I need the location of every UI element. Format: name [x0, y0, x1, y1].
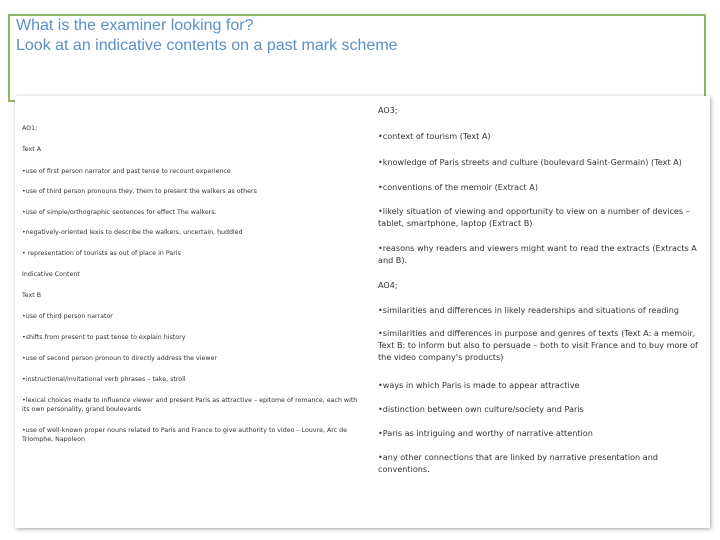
right-bullet: •ways in which Paris is made to appear attractive: [378, 380, 580, 390]
left-bullet: •lexical choices made to influence viewer and present Paris as attractive – epitome of romance, each with its own personality, grand boulevards: [22, 397, 358, 413]
content-panel: [15, 96, 710, 528]
right-bullet: •any other connections that are linked by narrative presentation and conventions.: [378, 452, 658, 474]
left-bullet: •shifts from present to past tense to explain history: [22, 334, 186, 341]
left-bullet: •use of third person pronouns they, them to present the walkers as others: [22, 188, 257, 195]
title-line-2: Look at an indicative contents on a past mark scheme: [16, 37, 398, 54]
right-bullet: •distinction between own culture/society and Paris: [378, 404, 584, 414]
left-bullet: •use of first person narrator and past tense to recount experience: [22, 168, 231, 175]
text-a-heading: Text A: [22, 146, 42, 153]
right-bullet: •Paris as intriguing and worthy of narrative attention: [378, 428, 593, 438]
left-bullet: •instructional/invitational verb phrases – take, stroll: [22, 376, 186, 383]
right-bullet: •conventions of the memoir (Extract A): [378, 182, 538, 192]
left-bullet: •use of third person narrator: [22, 313, 113, 320]
right-bullet: •knowledge of Paris streets and culture (boulevard Saint-Germain) (Text A): [378, 157, 682, 167]
left-bullet: •negatively-oriented lexis to describe the walkers, uncertain, huddled: [22, 229, 243, 236]
indicative-content-heading: Indicative Content: [22, 271, 80, 278]
ao4-heading: AO4;: [378, 280, 398, 290]
text-b-heading: Text B: [22, 292, 42, 299]
left-bullet: •use of well-known proper nouns related to Paris and France to give authority to video – Louvre, Arc de Triomphe, Napoleon: [22, 427, 348, 443]
right-bullet: •similarities and differences in likely readerships and situations of reading: [378, 305, 680, 315]
title-box: [8, 14, 706, 102]
right-bullet: •reasons why readers and viewers might want to read the extracts (Extracts A and B).: [378, 243, 697, 265]
left-bullet: •use of simple/orthographic sentences for effect The walkers.: [22, 209, 217, 216]
ao1-heading: AO1;: [22, 125, 38, 132]
right-bullet: •context of tourism (Text A): [378, 131, 491, 141]
left-bullet: • representation of tourists as out of place in Paris: [22, 250, 181, 257]
left-bullet: •use of second person pronoun to directly address the viewer: [22, 355, 217, 362]
right-bullet: •similarities and differences in purpose and genres of texts (Text A: a memoir, Text B: to inform but also to persuade – both to visit France and to buy more of the video company's products): [378, 328, 698, 362]
ao3-heading: AO3;: [378, 105, 398, 115]
right-bullet: •likely situation of viewing and opportunity to view on a number of devices – tablet, smartphone, laptop (Extract B): [378, 206, 690, 228]
title-line-1: What is the examiner looking for?: [16, 17, 254, 34]
